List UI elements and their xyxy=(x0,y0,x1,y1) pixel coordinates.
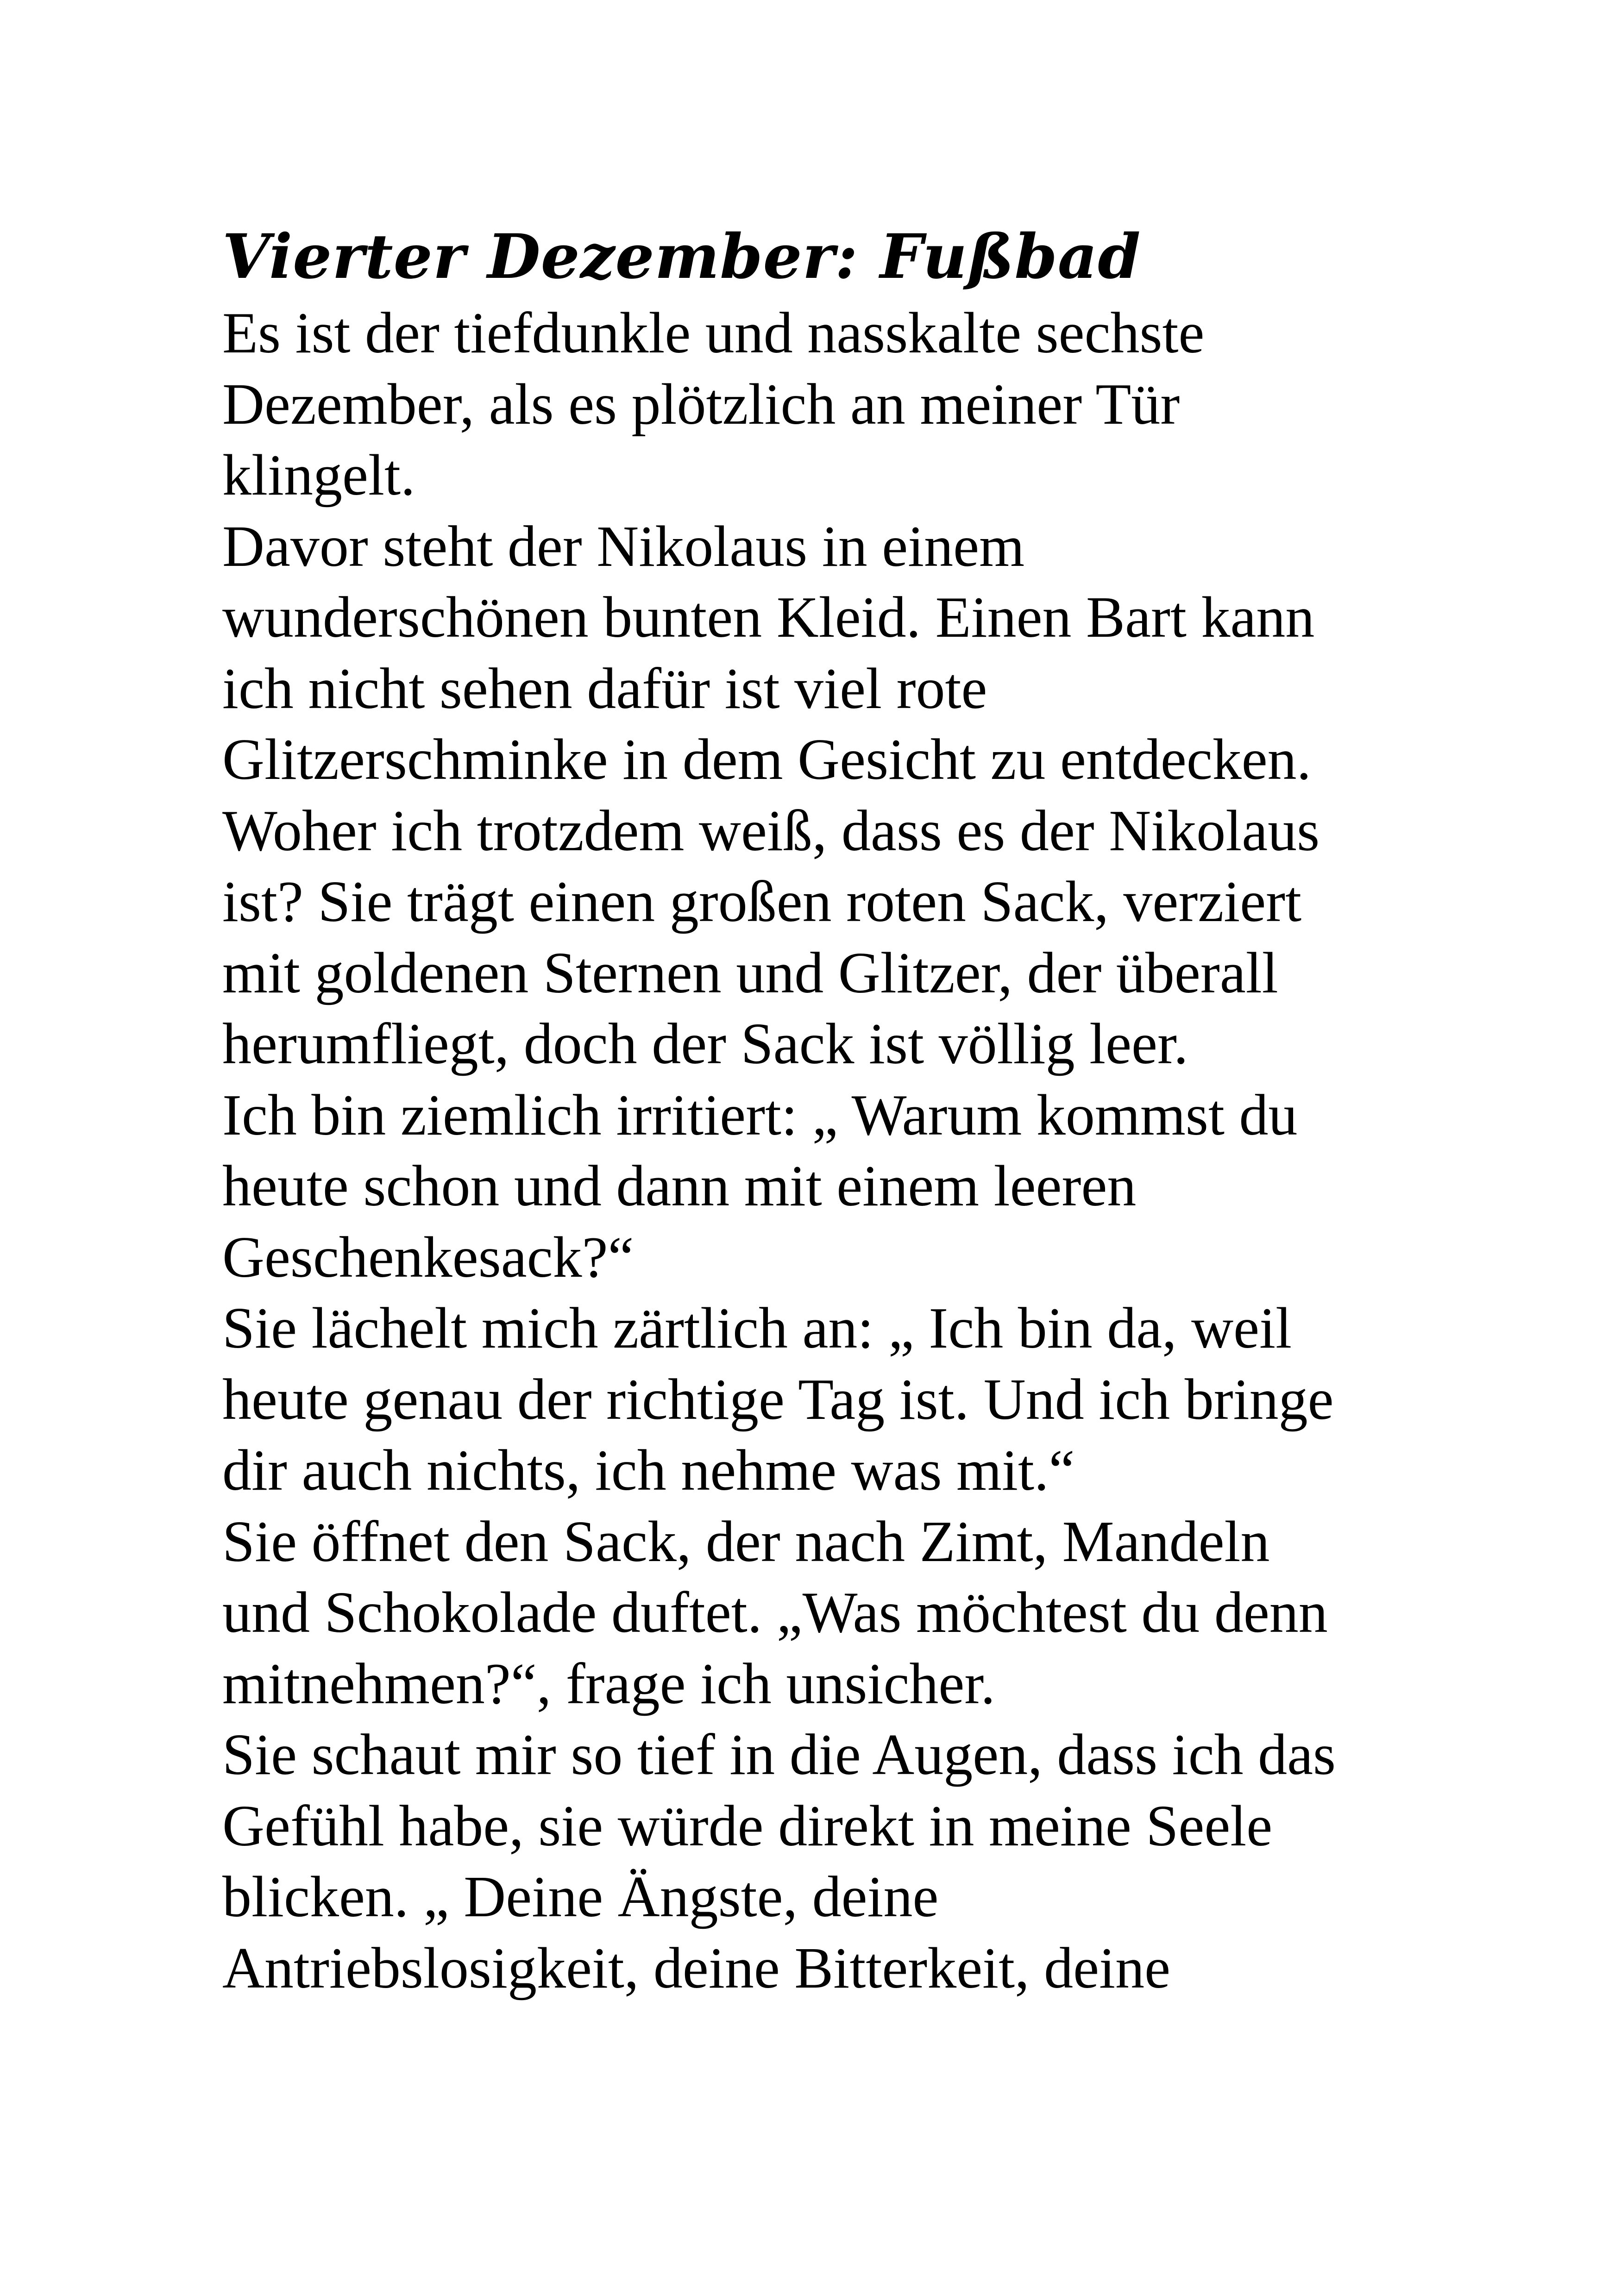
text-line: ist? Sie trägt einen großen roten Sack, verziert xyxy=(222,870,1302,934)
text-line: wunderschönen bunten Kleid. Einen Bart kann xyxy=(222,585,1315,650)
text-line: dir auch nichts, ich nehme was mit.“ xyxy=(222,1438,1075,1503)
text-line: Sie lächelt mich zärtlich an: „ Ich bin da, weil xyxy=(222,1296,1292,1361)
text-line: mit goldenen Sternen und Glitzer, der überall xyxy=(222,941,1278,1005)
text-line: und Schokolade duftet. „Was möchtest du denn xyxy=(222,1581,1328,1645)
text-line: heute schon und dann mit einem leeren xyxy=(222,1154,1137,1218)
page-title: Vierter Dezember: Fußbad xyxy=(222,221,1141,293)
text-line: heute genau der richtige Tag ist. Und ich bringe xyxy=(222,1367,1334,1432)
text-line: herumfliegt, doch der Sack ist völlig leer. xyxy=(222,1012,1188,1076)
text-line: Dezember, als es plötzlich an meiner Tür xyxy=(222,372,1180,437)
document-body xyxy=(222,220,1473,2004)
text-line: Es ist der tiefdunkle und nasskalte sechste xyxy=(222,301,1205,365)
text-line: Davor steht der Nikolaus in einem xyxy=(222,514,1025,579)
text-line: Sie öffnet den Sack, der nach Zimt, Mandeln xyxy=(222,1509,1270,1574)
text-line: blicken. „ Deine Ängste, deine xyxy=(222,1865,939,1929)
text-line: Gefühl habe, sie würde direkt in meine Seele xyxy=(222,1794,1273,1858)
story-text xyxy=(222,298,1473,2004)
text-line: ich nicht sehen dafür ist viel rote xyxy=(222,656,987,721)
text-line: Glitzerschminke in dem Gesicht zu entdecken. xyxy=(222,728,1312,792)
text-line: Ich bin ziemlich irritiert: „ Warum kommst du xyxy=(222,1083,1298,1148)
text-line: Antriebslosigkeit, deine Bitterkeit, deine xyxy=(222,1936,1171,2001)
text-line: Geschenkesack?“ xyxy=(222,1225,634,1290)
text-line: Woher ich trotzdem weiß, dass es der Nikolaus xyxy=(222,798,1320,863)
text-line: Sie schaut mir so tief in die Augen, dass ich das xyxy=(222,1723,1336,1787)
text-line: klingelt. xyxy=(222,443,415,508)
text-line: mitnehmen?“, frage ich unsicher. xyxy=(222,1651,995,1716)
